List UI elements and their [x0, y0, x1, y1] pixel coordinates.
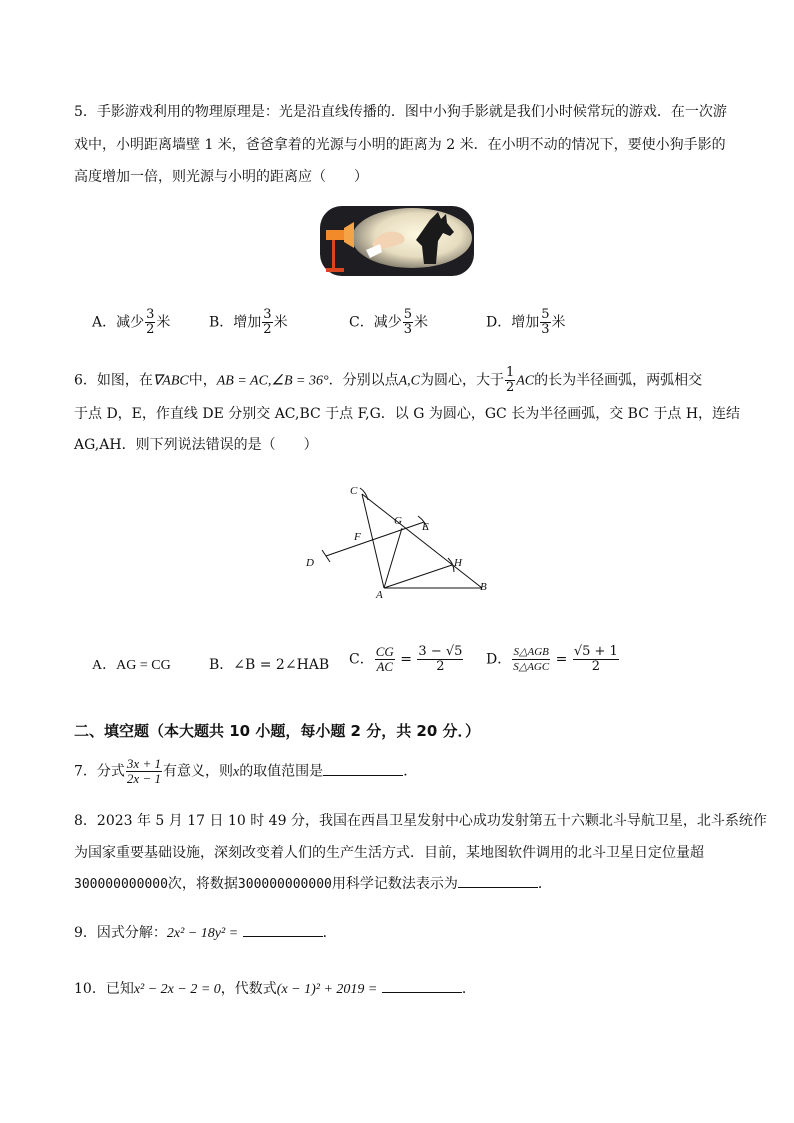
q7-variable: x: [232, 764, 240, 780]
q5-option-d-suffix: 米: [551, 314, 566, 331]
label-b: B: [480, 581, 487, 593]
q5-option-d-fraction: [540, 308, 550, 337]
q7-answer-blank[interactable]: [323, 761, 403, 776]
fraction-denominator: 2: [436, 659, 445, 674]
fraction-numerator: 3 − √5: [418, 644, 463, 659]
q6-condition: AB = AC,∠B = 36°: [216, 373, 329, 389]
q6-text: 的长为半径画弧，两弧相交: [534, 372, 703, 389]
q8-line2: 为国家重要基础设施，深刻改变着人们的生产生活方式．目前，某地图软件调用的北斗卫星日定位量超: [74, 845, 704, 861]
q5-option-d-prefix: D．增加: [486, 314, 540, 331]
q6-line3: AG,AH．则下列说法错误的是（ ）: [74, 437, 318, 453]
q8-line1: 8．2023 年 5 月 17 日 10 时 49 分，我国在西昌卫星发射中心成功发射第五十六颗北斗导航卫星，北斗系统作: [74, 813, 767, 829]
geometry-figure: [300, 480, 500, 600]
q8-end: ．: [537, 876, 552, 892]
fraction-numerator: 5: [541, 307, 550, 322]
q7-text: 有意义，则: [162, 763, 233, 780]
q6-option-c-lhs: [375, 645, 395, 674]
q6-option-d-lhs: [512, 645, 550, 674]
q6-line2: 于点 D，E，作直线 DE 分别交 AC,BC 于点 F,G．以 G 为圆心，GC 长为半径画弧，交 BC 于点 H，连结: [74, 406, 741, 422]
q5-option-c-suffix: 米: [414, 314, 428, 331]
fraction-numerator: 5: [403, 307, 412, 322]
label-g: G: [394, 515, 402, 527]
fraction-numerator: 1: [505, 365, 515, 380]
q5-option-a[interactable]: [92, 308, 170, 337]
q6-text: ．分别以点: [328, 372, 399, 389]
q8-number: 300000000000: [237, 877, 332, 892]
q9-line: [74, 922, 337, 942]
q6-option-d-prefix: D．: [486, 651, 512, 668]
q6-text: 中，: [188, 372, 217, 389]
q10-end: ．: [461, 981, 476, 997]
q5-line1: 5．手影游戏利用的物理原理是：光是沿直线传播的．图中小狗手影就是我们小时候常玩的游戏．在一次游: [74, 104, 727, 120]
q5-option-d[interactable]: [486, 308, 566, 337]
q8-text: 次，将数据: [167, 876, 238, 892]
q10-expression: (x − 1)² + 2019 =: [276, 982, 378, 997]
q10-text: 10．已知: [74, 981, 134, 997]
fraction-numerator: 3: [146, 307, 155, 322]
label-c: C: [350, 485, 358, 497]
q7-line: [74, 757, 417, 786]
q6-half-fraction: [505, 366, 515, 395]
q7-end: ．: [403, 763, 418, 780]
label-d: D: [306, 557, 314, 569]
segment-cb: [362, 494, 482, 588]
q5-line2: 戏中，小明距离墙壁 1 米，爸爸拿着的光源与小明的距离为 2 米．在小明不动的情况下，要使小狗手影的: [74, 137, 726, 153]
q6-option-d[interactable]: D． $\frac{\text{S△AGB}}{\text{S△AGC}}$ = $\frac{√5 + 1}{2}$: [486, 644, 618, 674]
q7-text: 7．分式: [74, 763, 125, 780]
q8-line3: [74, 873, 552, 893]
q6-text: 6．如图，在: [74, 372, 153, 389]
segment-ag: [384, 528, 402, 588]
q6-option-c-rhs: [417, 645, 463, 674]
fraction-numerator: 3x + 1: [126, 756, 161, 771]
q5-option-c[interactable]: [349, 308, 428, 337]
fraction-denominator: 2: [591, 659, 600, 674]
q5-option-b[interactable]: [209, 308, 288, 337]
q9-answer-blank[interactable]: [243, 922, 323, 937]
fraction-denominator: 2: [146, 322, 155, 337]
q10-line: [74, 978, 476, 998]
q9-text: 9．因式分解：: [74, 925, 167, 941]
q6-option-d-rhs: [573, 645, 619, 674]
q5-option-b-fraction: [262, 308, 272, 337]
fraction-denominator: S△AGC: [513, 661, 550, 673]
label-e: E: [422, 521, 429, 533]
segment-ah: [384, 565, 452, 588]
arc-d: [322, 550, 330, 562]
q6-points: A,C: [398, 373, 420, 389]
q6-segment: AC: [516, 373, 535, 389]
fraction-numerator: S△AGB: [513, 646, 549, 658]
q5-option-a-fraction: [145, 308, 155, 337]
fraction-denominator: 2: [505, 380, 515, 395]
q10-text: ，代数式: [220, 981, 277, 997]
fraction-denominator: 2: [263, 322, 272, 337]
q10-equation: x² − 2x − 2 = 0: [133, 982, 221, 997]
q6-line1: [74, 366, 702, 395]
hand-shadow-image: [320, 206, 474, 276]
fraction-numerator: √5 + 1: [573, 644, 618, 659]
q8-number: 300000000000: [74, 877, 168, 892]
q6-option-a[interactable]: A．AG = CG: [92, 658, 171, 673]
q8-answer-blank[interactable]: [458, 873, 538, 888]
label-f: F: [354, 531, 361, 543]
q7-text: 的取值范围是: [239, 763, 324, 780]
label-h: H: [454, 557, 462, 569]
q6-triangle: ∇ABC: [152, 373, 189, 389]
fraction-denominator: 3: [541, 322, 550, 337]
q5-line3: 高度增加一倍，则光源与小明的距离应（ ）: [74, 169, 368, 185]
q5-option-c-fraction: [403, 308, 413, 337]
q10-answer-blank[interactable]: [382, 978, 462, 993]
q6-option-c-prefix: C．: [349, 651, 374, 668]
q9-expression: 2x² − 18y² =: [166, 926, 239, 941]
q7-fraction: [126, 757, 162, 786]
q6-option-b[interactable]: B．∠B = 2∠HAB: [209, 657, 330, 673]
q6-option-c[interactable]: C． $\frac{CG}{AC}$ = $\frac{3 - √5}{2}$: [349, 644, 463, 674]
q5-option-b-suffix: 米: [273, 314, 288, 331]
fraction-denominator: 3: [403, 322, 412, 337]
q8-text: 用科学记数法表示为: [331, 876, 458, 892]
label-a: A: [376, 589, 383, 600]
q5-option-b-prefix: B．增加: [209, 314, 262, 331]
fraction-denominator: AC: [376, 659, 394, 674]
q5-option-a-prefix: A．减少: [92, 314, 145, 331]
section-heading: 二、填空题（本大题共 10 小题，每小题 2 分，共 20 分．）: [74, 722, 481, 740]
fraction-numerator: 3: [263, 307, 272, 322]
q5-option-a-suffix: 米: [156, 314, 171, 331]
q9-end: ．: [322, 925, 337, 941]
fraction-denominator: 2x − 1: [126, 771, 161, 786]
fraction-numerator: CG: [375, 644, 394, 659]
q6-text: 为圆心，大于: [419, 372, 504, 389]
q5-option-c-prefix: C．减少: [349, 314, 402, 331]
